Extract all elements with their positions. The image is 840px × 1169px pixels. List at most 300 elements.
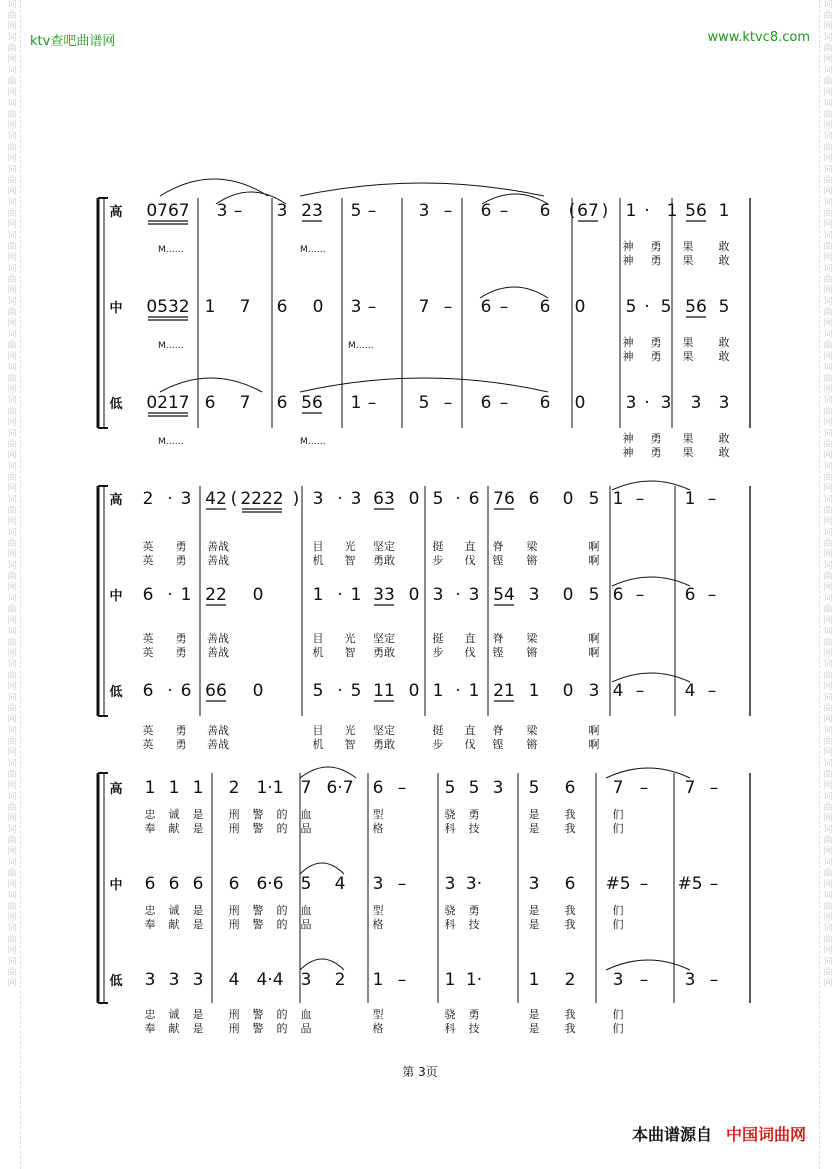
note: – xyxy=(639,778,649,798)
lyric-syllable: 善战 xyxy=(207,646,229,659)
note: 3 xyxy=(528,585,540,605)
note: 3 xyxy=(312,489,324,509)
note: 23 xyxy=(301,201,323,221)
note: – xyxy=(443,297,453,317)
note: 4 xyxy=(612,681,624,701)
note: – xyxy=(233,201,243,221)
note: 1 xyxy=(444,970,456,990)
note: 3 xyxy=(468,585,480,605)
lyric-syllable: 警 xyxy=(252,808,264,821)
lyric-syllable: 们 xyxy=(612,1022,624,1035)
lyric-syllable: 是 xyxy=(528,1008,540,1021)
slur xyxy=(300,767,356,778)
lyric-syllable: 神 xyxy=(622,240,634,253)
lyric-syllable: 铿 xyxy=(492,646,504,659)
note: 3 xyxy=(660,393,672,413)
note: · xyxy=(455,585,461,605)
source-label: 本曲谱源自 xyxy=(631,1125,712,1144)
lyric-syllable: 梁 xyxy=(526,540,538,553)
note: 0 xyxy=(408,489,420,509)
lyric-syllable: 坚定 xyxy=(373,540,395,553)
lyric-syllable: 挺 xyxy=(432,724,444,737)
lyric-syllable: 勇 xyxy=(650,240,662,253)
site-url-header[interactable]: www.ktvc8.com xyxy=(707,30,810,45)
lyric-syllable: 善战 xyxy=(207,632,229,645)
note: 54 xyxy=(493,585,515,605)
note: – xyxy=(709,778,719,798)
lyric-syllable: 血 xyxy=(300,904,312,917)
note: 5 xyxy=(350,681,362,701)
lyric-syllable: 神 xyxy=(622,336,634,349)
lyric-syllable: 献 xyxy=(168,822,180,835)
lyric-syllable: 光 xyxy=(344,632,356,645)
lyric-syllable: 忠 xyxy=(144,1008,156,1021)
lyric-syllable: 勇敢 xyxy=(373,646,395,659)
note: 3 xyxy=(588,681,600,701)
slur xyxy=(612,481,690,490)
lyric-syllable: 步 xyxy=(432,738,444,751)
lyric-syllable: 直 xyxy=(464,632,476,645)
note: 7 xyxy=(612,778,624,798)
note: – xyxy=(443,201,453,221)
note: 3 xyxy=(180,489,192,509)
note: 3 xyxy=(528,874,540,894)
lyric-syllable: 忠 xyxy=(144,808,156,821)
note: 63 xyxy=(373,489,395,509)
lyric-syllable: 勇 xyxy=(175,632,187,645)
note: ) xyxy=(601,201,609,221)
lyric-syllable: 目 xyxy=(312,540,324,553)
lyric-syllable: 警 xyxy=(252,904,264,917)
note: 6 xyxy=(144,874,156,894)
humming-mark: M…… xyxy=(300,245,326,255)
slur xyxy=(300,959,344,970)
lyric-syllable: 科 xyxy=(444,822,456,835)
note: 1 xyxy=(528,970,540,990)
note: 67 xyxy=(577,201,599,221)
page-number: 第 3页 xyxy=(402,1065,438,1079)
note: 5 xyxy=(625,297,637,317)
note: 3 xyxy=(276,201,288,221)
lyric-syllable: 勇 xyxy=(650,254,662,267)
note: 4 xyxy=(334,874,346,894)
note: 0 xyxy=(312,297,324,317)
note: 6 xyxy=(539,393,551,413)
lyric-syllable: 的 xyxy=(276,1008,288,1021)
lyric-syllable: 挺 xyxy=(432,632,444,645)
lyric-syllable: 敢 xyxy=(718,432,730,445)
lyric-syllable: 勇 xyxy=(468,808,480,821)
slur xyxy=(300,863,344,874)
note: · xyxy=(644,297,650,317)
note: 6 xyxy=(468,489,480,509)
note: · xyxy=(455,681,461,701)
note: – xyxy=(397,778,407,798)
note: · xyxy=(644,393,650,413)
note: 3 xyxy=(432,585,444,605)
lyric-syllable: 智 xyxy=(344,738,356,751)
lyric-syllable: 英 xyxy=(142,554,154,567)
note: 3 xyxy=(168,970,180,990)
lyric-syllable: 格 xyxy=(372,822,384,835)
note: – xyxy=(639,970,649,990)
note: 4·4 xyxy=(256,970,284,990)
note: 2 xyxy=(142,489,154,509)
note: 6 xyxy=(276,297,288,317)
note: 6 xyxy=(276,393,288,413)
note: 0 xyxy=(252,585,264,605)
note: 6 xyxy=(539,297,551,317)
lyric-syllable: 刑 xyxy=(228,904,240,917)
lyric-syllable: 善战 xyxy=(207,554,229,567)
note: 4 xyxy=(684,681,696,701)
lyric-syllable: 是 xyxy=(192,808,204,821)
note: – xyxy=(443,393,453,413)
lyric-syllable: 是 xyxy=(528,1022,540,1035)
lyric-syllable: 英 xyxy=(142,646,154,659)
lyric-syllable: 目 xyxy=(312,632,324,645)
note: 1·1 xyxy=(256,778,284,798)
lyric-syllable: 技 xyxy=(468,822,480,835)
note: 5 xyxy=(588,585,600,605)
voice-label-low: 低 xyxy=(109,397,123,412)
note: 3 xyxy=(350,489,362,509)
lyric-syllable: 勇 xyxy=(175,738,187,751)
lyric-syllable: 善战 xyxy=(207,724,229,737)
lyric-syllable: 神 xyxy=(622,350,634,363)
lyric-syllable: 光 xyxy=(344,724,356,737)
lyric-syllable: 警 xyxy=(252,1022,264,1035)
note: 42 xyxy=(205,489,227,509)
lyric-syllable: 铿 xyxy=(492,738,504,751)
lyric-syllable: 勇敢 xyxy=(373,554,395,567)
note: 1 xyxy=(612,489,624,509)
note: 56 xyxy=(301,393,323,413)
note: – xyxy=(635,681,645,701)
note: 7 xyxy=(239,393,251,413)
lyric-syllable: 果 xyxy=(682,432,694,445)
note: – xyxy=(635,585,645,605)
lyric-syllable: 是 xyxy=(528,904,540,917)
note: 3 xyxy=(216,201,228,221)
voice-label-high: 高 xyxy=(109,205,123,220)
note: 6 xyxy=(192,874,204,894)
note: 6 xyxy=(180,681,192,701)
lyric-syllable: 敢 xyxy=(718,350,730,363)
note: 6 xyxy=(539,201,551,221)
voice-label-low: 低 xyxy=(109,685,123,700)
lyric-syllable: 奉 xyxy=(144,1022,156,1035)
lyric-syllable: 献 xyxy=(168,918,180,931)
watermark-left: 词曲网词曲网词曲网词曲网词曲网词曲网词曲网词曲网词曲网词曲网词曲网词曲网词曲网词曲网词曲网词曲网词曲网词曲网词曲网词曲网词曲网词曲网词曲网词曲网词曲网词曲网词曲网词曲网词曲网词曲网 xyxy=(4,0,21,1169)
note: 56 xyxy=(685,297,707,317)
humming-mark: M…… xyxy=(158,341,184,351)
note: 3 xyxy=(612,970,624,990)
note: · xyxy=(337,681,343,701)
note: 1 xyxy=(312,585,324,605)
note: 3 xyxy=(300,970,312,990)
note: 76 xyxy=(493,489,515,509)
lyric-syllable: 脊 xyxy=(492,632,504,645)
note: 3· xyxy=(465,874,483,894)
lyric-syllable: 铿 xyxy=(492,554,504,567)
lyric-syllable: 技 xyxy=(468,1022,480,1035)
lyric-syllable: 智 xyxy=(344,554,356,567)
note: – xyxy=(707,585,717,605)
slur xyxy=(482,194,548,204)
note: – xyxy=(367,393,377,413)
lyric-syllable: 格 xyxy=(372,918,384,931)
lyric-syllable: 勇 xyxy=(650,350,662,363)
note: 3 xyxy=(690,393,702,413)
voice-label-low: 低 xyxy=(109,974,123,989)
lyric-syllable: 勇敢 xyxy=(373,738,395,751)
lyric-syllable: 敢 xyxy=(718,336,730,349)
lyric-syllable: 敢 xyxy=(718,446,730,459)
lyric-syllable: 献 xyxy=(168,1022,180,1035)
lyric-syllable: 我 xyxy=(564,904,576,917)
note: 1 xyxy=(144,778,156,798)
note: · xyxy=(167,489,173,509)
lyric-syllable: 的 xyxy=(276,904,288,917)
note: – xyxy=(707,489,717,509)
lyric-syllable: 光 xyxy=(344,540,356,553)
note: 1 xyxy=(625,201,637,221)
lyric-syllable: 是 xyxy=(528,918,540,931)
lyric-syllable: 奉 xyxy=(144,918,156,931)
lyric-syllable: 刑 xyxy=(228,1022,240,1035)
note: 6 xyxy=(372,778,384,798)
lyric-syllable: 我 xyxy=(564,1022,576,1035)
lyric-syllable: 伐 xyxy=(464,738,476,751)
lyric-syllable: 忠 xyxy=(144,904,156,917)
note: 2222 xyxy=(240,489,284,509)
lyric-syllable: 脊 xyxy=(492,540,504,553)
lyric-syllable: 我 xyxy=(564,918,576,931)
lyric-syllable: 锵 xyxy=(526,738,538,751)
lyric-syllable: 挺 xyxy=(432,540,444,553)
note: 6 xyxy=(480,297,492,317)
note: 2 xyxy=(564,970,576,990)
note: 5 xyxy=(588,489,600,509)
lyric-syllable: 啊 xyxy=(588,738,600,751)
note: 1 xyxy=(204,297,216,317)
note: 56 xyxy=(685,201,707,221)
voice-label-high: 高 xyxy=(109,493,123,508)
voice-label-mid: 中 xyxy=(109,878,123,893)
slur xyxy=(160,378,262,392)
lyric-syllable: 的 xyxy=(276,918,288,931)
lyric-syllable: 机 xyxy=(312,646,324,659)
lyric-syllable: 格 xyxy=(372,1022,384,1035)
lyric-syllable: 刑 xyxy=(228,808,240,821)
slur xyxy=(612,577,690,586)
lyric-syllable: 骁 xyxy=(444,904,456,917)
lyric-syllable: 骁 xyxy=(444,1008,456,1021)
lyric-syllable: 勇 xyxy=(175,724,187,737)
lyric-syllable: 科 xyxy=(444,918,456,931)
slur xyxy=(612,673,690,682)
note: 1 xyxy=(468,681,480,701)
note: 5 xyxy=(432,489,444,509)
lyric-syllable: 果 xyxy=(682,350,694,363)
lyric-syllable: 敢 xyxy=(718,240,730,253)
lyric-syllable: 勇 xyxy=(650,336,662,349)
lyric-syllable: 科 xyxy=(444,1022,456,1035)
note: · xyxy=(644,201,650,221)
note: · xyxy=(167,681,173,701)
lyric-syllable: 们 xyxy=(612,1008,624,1021)
lyric-syllable: 是 xyxy=(192,1022,204,1035)
note: ( xyxy=(230,489,238,509)
lyric-syllable: 勇 xyxy=(650,446,662,459)
lyric-syllable: 善战 xyxy=(207,540,229,553)
lyric-syllable: 机 xyxy=(312,554,324,567)
slur xyxy=(300,378,548,392)
note: 5 xyxy=(660,297,672,317)
lyric-syllable: 果 xyxy=(682,336,694,349)
lyric-syllable: 啊 xyxy=(588,724,600,737)
lyric-syllable: 诚 xyxy=(168,904,180,917)
lyric-syllable: 勇 xyxy=(650,432,662,445)
lyric-syllable: 啊 xyxy=(588,632,600,645)
note: 0 xyxy=(252,681,264,701)
note: 6 xyxy=(228,874,240,894)
lyric-syllable: 勇 xyxy=(175,540,187,553)
note: #5 xyxy=(605,874,631,894)
lyric-syllable: 刑 xyxy=(228,822,240,835)
lyric-syllable: 警 xyxy=(252,1008,264,1021)
lyric-syllable: 的 xyxy=(276,1022,288,1035)
note: 3 xyxy=(192,970,204,990)
note: 1 xyxy=(666,201,678,221)
note: 0 xyxy=(562,585,574,605)
note: 6 xyxy=(684,585,696,605)
slur xyxy=(606,960,690,970)
lyric-syllable: 们 xyxy=(612,822,624,835)
lyric-syllable: 是 xyxy=(192,918,204,931)
note: 22 xyxy=(205,585,227,605)
lyric-syllable: 我 xyxy=(564,1008,576,1021)
lyric-syllable: 们 xyxy=(612,904,624,917)
lyric-syllable: 奉 xyxy=(144,822,156,835)
note: 3 xyxy=(684,970,696,990)
note: 7 xyxy=(239,297,251,317)
note: 6 xyxy=(528,489,540,509)
site-name-header[interactable]: ktv查吧曲谱网 xyxy=(30,34,116,49)
lyric-syllable: 们 xyxy=(612,808,624,821)
lyric-syllable: 伐 xyxy=(464,646,476,659)
lyric-syllable: 神 xyxy=(622,446,634,459)
note: 1 xyxy=(350,393,362,413)
lyric-syllable: 是 xyxy=(192,822,204,835)
humming-mark: M…… xyxy=(348,341,374,351)
note: 0 xyxy=(408,681,420,701)
note: 0217 xyxy=(146,393,190,413)
note: 0 xyxy=(408,585,420,605)
note: 5 xyxy=(718,297,730,317)
lyric-syllable: 步 xyxy=(432,646,444,659)
lyric-syllable: 啊 xyxy=(588,554,600,567)
note: 6·6 xyxy=(256,874,284,894)
lyric-syllable: 诚 xyxy=(168,808,180,821)
note: 7 xyxy=(684,778,696,798)
lyric-syllable: 诚 xyxy=(168,1008,180,1021)
note: – xyxy=(499,393,509,413)
note: – xyxy=(707,681,717,701)
lyric-syllable: 善战 xyxy=(207,738,229,751)
note: 1 xyxy=(528,681,540,701)
note: 3 xyxy=(372,874,384,894)
note: 0767 xyxy=(146,201,190,221)
lyric-syllable: 脊 xyxy=(492,724,504,737)
note: 6 xyxy=(204,393,216,413)
lyric-syllable: 型 xyxy=(372,808,384,821)
lyric-syllable: 勇 xyxy=(175,646,187,659)
lyric-syllable: 骁 xyxy=(444,808,456,821)
lyric-syllable: 英 xyxy=(142,724,154,737)
slur xyxy=(160,179,268,196)
note: 5 xyxy=(418,393,430,413)
lyric-syllable: 神 xyxy=(622,254,634,267)
lyric-syllable: 智 xyxy=(344,646,356,659)
note: 1 xyxy=(192,778,204,798)
lyric-syllable: 血 xyxy=(300,1008,312,1021)
note: 6 xyxy=(142,681,154,701)
note: 1· xyxy=(465,970,483,990)
lyric-syllable: 啊 xyxy=(588,540,600,553)
note: · xyxy=(337,585,343,605)
lyric-syllable: 是 xyxy=(192,1008,204,1021)
note: – xyxy=(709,970,719,990)
lyric-syllable: 步 xyxy=(432,554,444,567)
lyric-syllable: 型 xyxy=(372,904,384,917)
lyric-syllable: 锵 xyxy=(526,554,538,567)
voice-label-mid: 中 xyxy=(109,301,123,316)
lyric-syllable: 机 xyxy=(312,738,324,751)
lyric-syllable: 目 xyxy=(312,724,324,737)
note: 1 xyxy=(684,489,696,509)
note: – xyxy=(499,297,509,317)
note: 1 xyxy=(180,585,192,605)
source-site-link[interactable]: 中国词曲网 xyxy=(725,1125,806,1144)
voice-label-high: 高 xyxy=(109,782,123,797)
note: 1 xyxy=(432,681,444,701)
note: 0532 xyxy=(146,297,190,317)
note: 5 xyxy=(300,874,312,894)
note: 7 xyxy=(300,778,312,798)
lyric-syllable: 果 xyxy=(682,254,694,267)
lyric-syllable: 技 xyxy=(468,918,480,931)
note: · xyxy=(337,489,343,509)
note: 11 xyxy=(373,681,395,701)
note: 5 xyxy=(312,681,324,701)
lyric-syllable: 是 xyxy=(192,904,204,917)
lyric-syllable: 是 xyxy=(528,822,540,835)
note: 0 xyxy=(562,489,574,509)
note: 3 xyxy=(350,297,362,317)
lyric-syllable: 刑 xyxy=(228,918,240,931)
lyric-syllable: 勇 xyxy=(175,554,187,567)
lyric-syllable: 型 xyxy=(372,1008,384,1021)
note: 6 xyxy=(480,201,492,221)
lyric-syllable: 梁 xyxy=(526,632,538,645)
humming-mark: M…… xyxy=(300,437,326,447)
note: 3 xyxy=(492,778,504,798)
note: 3 xyxy=(418,201,430,221)
lyric-syllable: 英 xyxy=(142,738,154,751)
lyric-syllable: 坚定 xyxy=(373,724,395,737)
